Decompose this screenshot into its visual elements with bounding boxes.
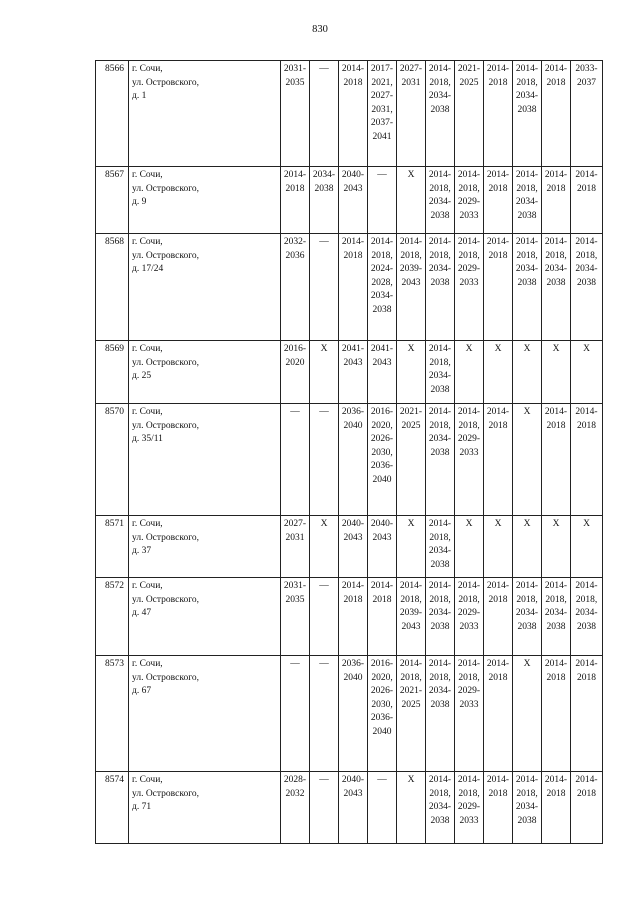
period-cell: X — [484, 516, 513, 578]
record-number: 8571 — [96, 516, 129, 578]
period-cell: 2014- 2018, 2034- 2038 — [426, 772, 455, 844]
period-cell: X — [397, 167, 426, 234]
period-cell: 2014- 2018 — [542, 656, 571, 772]
period-cell: — — [310, 578, 339, 656]
period-cell: 2040- 2043 — [368, 516, 397, 578]
address-cell: г. Сочи, ул. Островского, д. 25 — [129, 341, 281, 404]
period-cell: X — [484, 341, 513, 404]
period-cell: X — [310, 516, 339, 578]
period-cell: 2014- 2018, 2034- 2038 — [513, 578, 542, 656]
period-cell: 2014- 2018, 2024- 2028, 2034- 2038 — [368, 234, 397, 341]
period-cell: X — [513, 656, 542, 772]
period-cell: 2014- 2018 — [571, 167, 603, 234]
record-number: 8570 — [96, 404, 129, 516]
period-cell: 2014- 2018 — [542, 167, 571, 234]
period-cell: 2014- 2018 — [571, 656, 603, 772]
period-cell: 2033- 2037 — [571, 61, 603, 167]
period-cell: 2034- 2038 — [310, 167, 339, 234]
period-cell: X — [571, 341, 603, 404]
period-cell: 2031- 2035 — [281, 61, 310, 167]
address-cell: г. Сочи, ул. Островского, д. 37 — [129, 516, 281, 578]
period-cell: X — [513, 516, 542, 578]
period-cell: — — [310, 61, 339, 167]
period-cell: 2014- 2018 — [571, 772, 603, 844]
period-cell: X — [397, 772, 426, 844]
period-cell: — — [281, 404, 310, 516]
period-cell: X — [542, 341, 571, 404]
period-cell: — — [310, 656, 339, 772]
period-cell: 2014- 2018, 2029- 2033 — [455, 772, 484, 844]
record-number: 8572 — [96, 578, 129, 656]
record-number: 8574 — [96, 772, 129, 844]
period-cell: 2014- 2018, 2029- 2033 — [455, 404, 484, 516]
period-cell: 2014- 2018 — [281, 167, 310, 234]
repair-schedule-table — [95, 60, 603, 844]
period-cell: 2027- 2031 — [397, 61, 426, 167]
period-cell: 2014- 2018, 2029- 2033 — [455, 578, 484, 656]
period-cell: — — [310, 234, 339, 341]
address-cell: г. Сочи, ул. Островского, д. 47 — [129, 578, 281, 656]
period-cell: 2031- 2035 — [281, 578, 310, 656]
period-cell: X — [455, 341, 484, 404]
period-cell: 2014- 2018, 2034- 2038 — [571, 578, 603, 656]
period-cell: 2014- 2018, 2029- 2033 — [455, 234, 484, 341]
period-cell: — — [368, 167, 397, 234]
period-cell: 2014- 2018 — [339, 61, 368, 167]
period-cell: 2014- 2018, 2034- 2038 — [426, 656, 455, 772]
period-cell: X — [513, 404, 542, 516]
table-row — [96, 404, 603, 516]
period-cell: 2014- 2018, 2034- 2038 — [513, 772, 542, 844]
period-cell: X — [571, 516, 603, 578]
period-cell: 2032- 2036 — [281, 234, 310, 341]
period-cell: 2014- 2018 — [571, 404, 603, 516]
period-cell: 2014- 2018, 2029- 2033 — [455, 656, 484, 772]
period-cell: 2041- 2043 — [339, 341, 368, 404]
period-cell: X — [397, 341, 426, 404]
period-cell: X — [455, 516, 484, 578]
period-cell: 2041- 2043 — [368, 341, 397, 404]
period-cell: 2016- 2020 — [281, 341, 310, 404]
period-cell: 2036- 2040 — [339, 404, 368, 516]
period-cell: 2014- 2018, 2034- 2038 — [426, 404, 455, 516]
page-number: 830 — [312, 24, 328, 35]
period-cell: 2014- 2018, 2034- 2038 — [426, 234, 455, 341]
period-cell: 2040- 2043 — [339, 772, 368, 844]
period-cell: 2014- 2018, 2039- 2043 — [397, 234, 426, 341]
period-cell: 2021- 2025 — [397, 404, 426, 516]
period-cell: 2014- 2018 — [484, 167, 513, 234]
period-cell: 2014- 2018, 2029- 2033 — [455, 167, 484, 234]
period-cell: 2014- 2018, 2034- 2038 — [542, 234, 571, 341]
period-cell: X — [397, 516, 426, 578]
period-cell: 2014- 2018 — [484, 656, 513, 772]
period-cell: 2014- 2018 — [484, 234, 513, 341]
record-number: 8573 — [96, 656, 129, 772]
address-cell: г. Сочи, ул. Островского, д. 1 — [129, 61, 281, 167]
period-cell: 2014- 2018, 2021- 2025 — [397, 656, 426, 772]
period-cell: 2016- 2020, 2026- 2030, 2036- 2040 — [368, 404, 397, 516]
period-cell: 2014- 2018 — [339, 234, 368, 341]
period-cell: 2028- 2032 — [281, 772, 310, 844]
address-cell: г. Сочи, ул. Островского, д. 71 — [129, 772, 281, 844]
period-cell: — — [310, 772, 339, 844]
period-cell: 2014- 2018, 2034- 2038 — [571, 234, 603, 341]
period-cell: 2014- 2018 — [368, 578, 397, 656]
period-cell: 2017- 2021, 2027- 2031, 2037- 2041 — [368, 61, 397, 167]
period-cell: 2014- 2018, 2034- 2038 — [426, 578, 455, 656]
period-cell: — — [368, 772, 397, 844]
record-number: 8569 — [96, 341, 129, 404]
period-cell: 2040- 2043 — [339, 167, 368, 234]
period-cell: 2014- 2018 — [339, 578, 368, 656]
table-row — [96, 516, 603, 578]
table-row — [96, 234, 603, 341]
period-cell: 2014- 2018, 2034- 2038 — [542, 578, 571, 656]
record-number: 8567 — [96, 167, 129, 234]
period-cell: 2036- 2040 — [339, 656, 368, 772]
period-cell: 2014- 2018 — [542, 61, 571, 167]
period-cell: 2014- 2018, 2039- 2043 — [397, 578, 426, 656]
address-cell: г. Сочи, ул. Островского, д. 35/11 — [129, 404, 281, 516]
period-cell: — — [310, 404, 339, 516]
period-cell: 2014- 2018 — [484, 61, 513, 167]
period-cell: — — [281, 656, 310, 772]
period-cell: 2040- 2043 — [339, 516, 368, 578]
period-cell: 2014- 2018, 2034- 2038 — [426, 167, 455, 234]
record-number: 8566 — [96, 61, 129, 167]
address-cell: г. Сочи, ул. Островского, д. 9 — [129, 167, 281, 234]
period-cell: X — [542, 516, 571, 578]
address-cell: г. Сочи, ул. Островского, д. 17/24 — [129, 234, 281, 341]
period-cell: 2014- 2018 — [484, 404, 513, 516]
period-cell: 2014- 2018, 2034- 2038 — [426, 341, 455, 404]
table-row — [96, 772, 603, 844]
period-cell: 2014- 2018, 2034- 2038 — [513, 167, 542, 234]
table-row — [96, 61, 603, 167]
period-cell: 2016- 2020, 2026- 2030, 2036- 2040 — [368, 656, 397, 772]
period-cell: 2014- 2018 — [484, 578, 513, 656]
table-row — [96, 341, 603, 404]
period-cell: X — [513, 341, 542, 404]
period-cell: 2014- 2018, 2034- 2038 — [513, 61, 542, 167]
record-number: 8568 — [96, 234, 129, 341]
table-row — [96, 167, 603, 234]
period-cell: 2014- 2018 — [542, 404, 571, 516]
period-cell: 2014- 2018 — [484, 772, 513, 844]
period-cell: 2027- 2031 — [281, 516, 310, 578]
period-cell: 2014- 2018 — [542, 772, 571, 844]
period-cell: 2014- 2018, 2034- 2038 — [426, 516, 455, 578]
period-cell: 2014- 2018, 2034- 2038 — [426, 61, 455, 167]
address-cell: г. Сочи, ул. Островского, д. 67 — [129, 656, 281, 772]
period-cell: X — [310, 341, 339, 404]
period-cell: 2014- 2018, 2034- 2038 — [513, 234, 542, 341]
table-row — [96, 578, 603, 656]
period-cell: 2021- 2025 — [455, 61, 484, 167]
table-row — [96, 656, 603, 772]
